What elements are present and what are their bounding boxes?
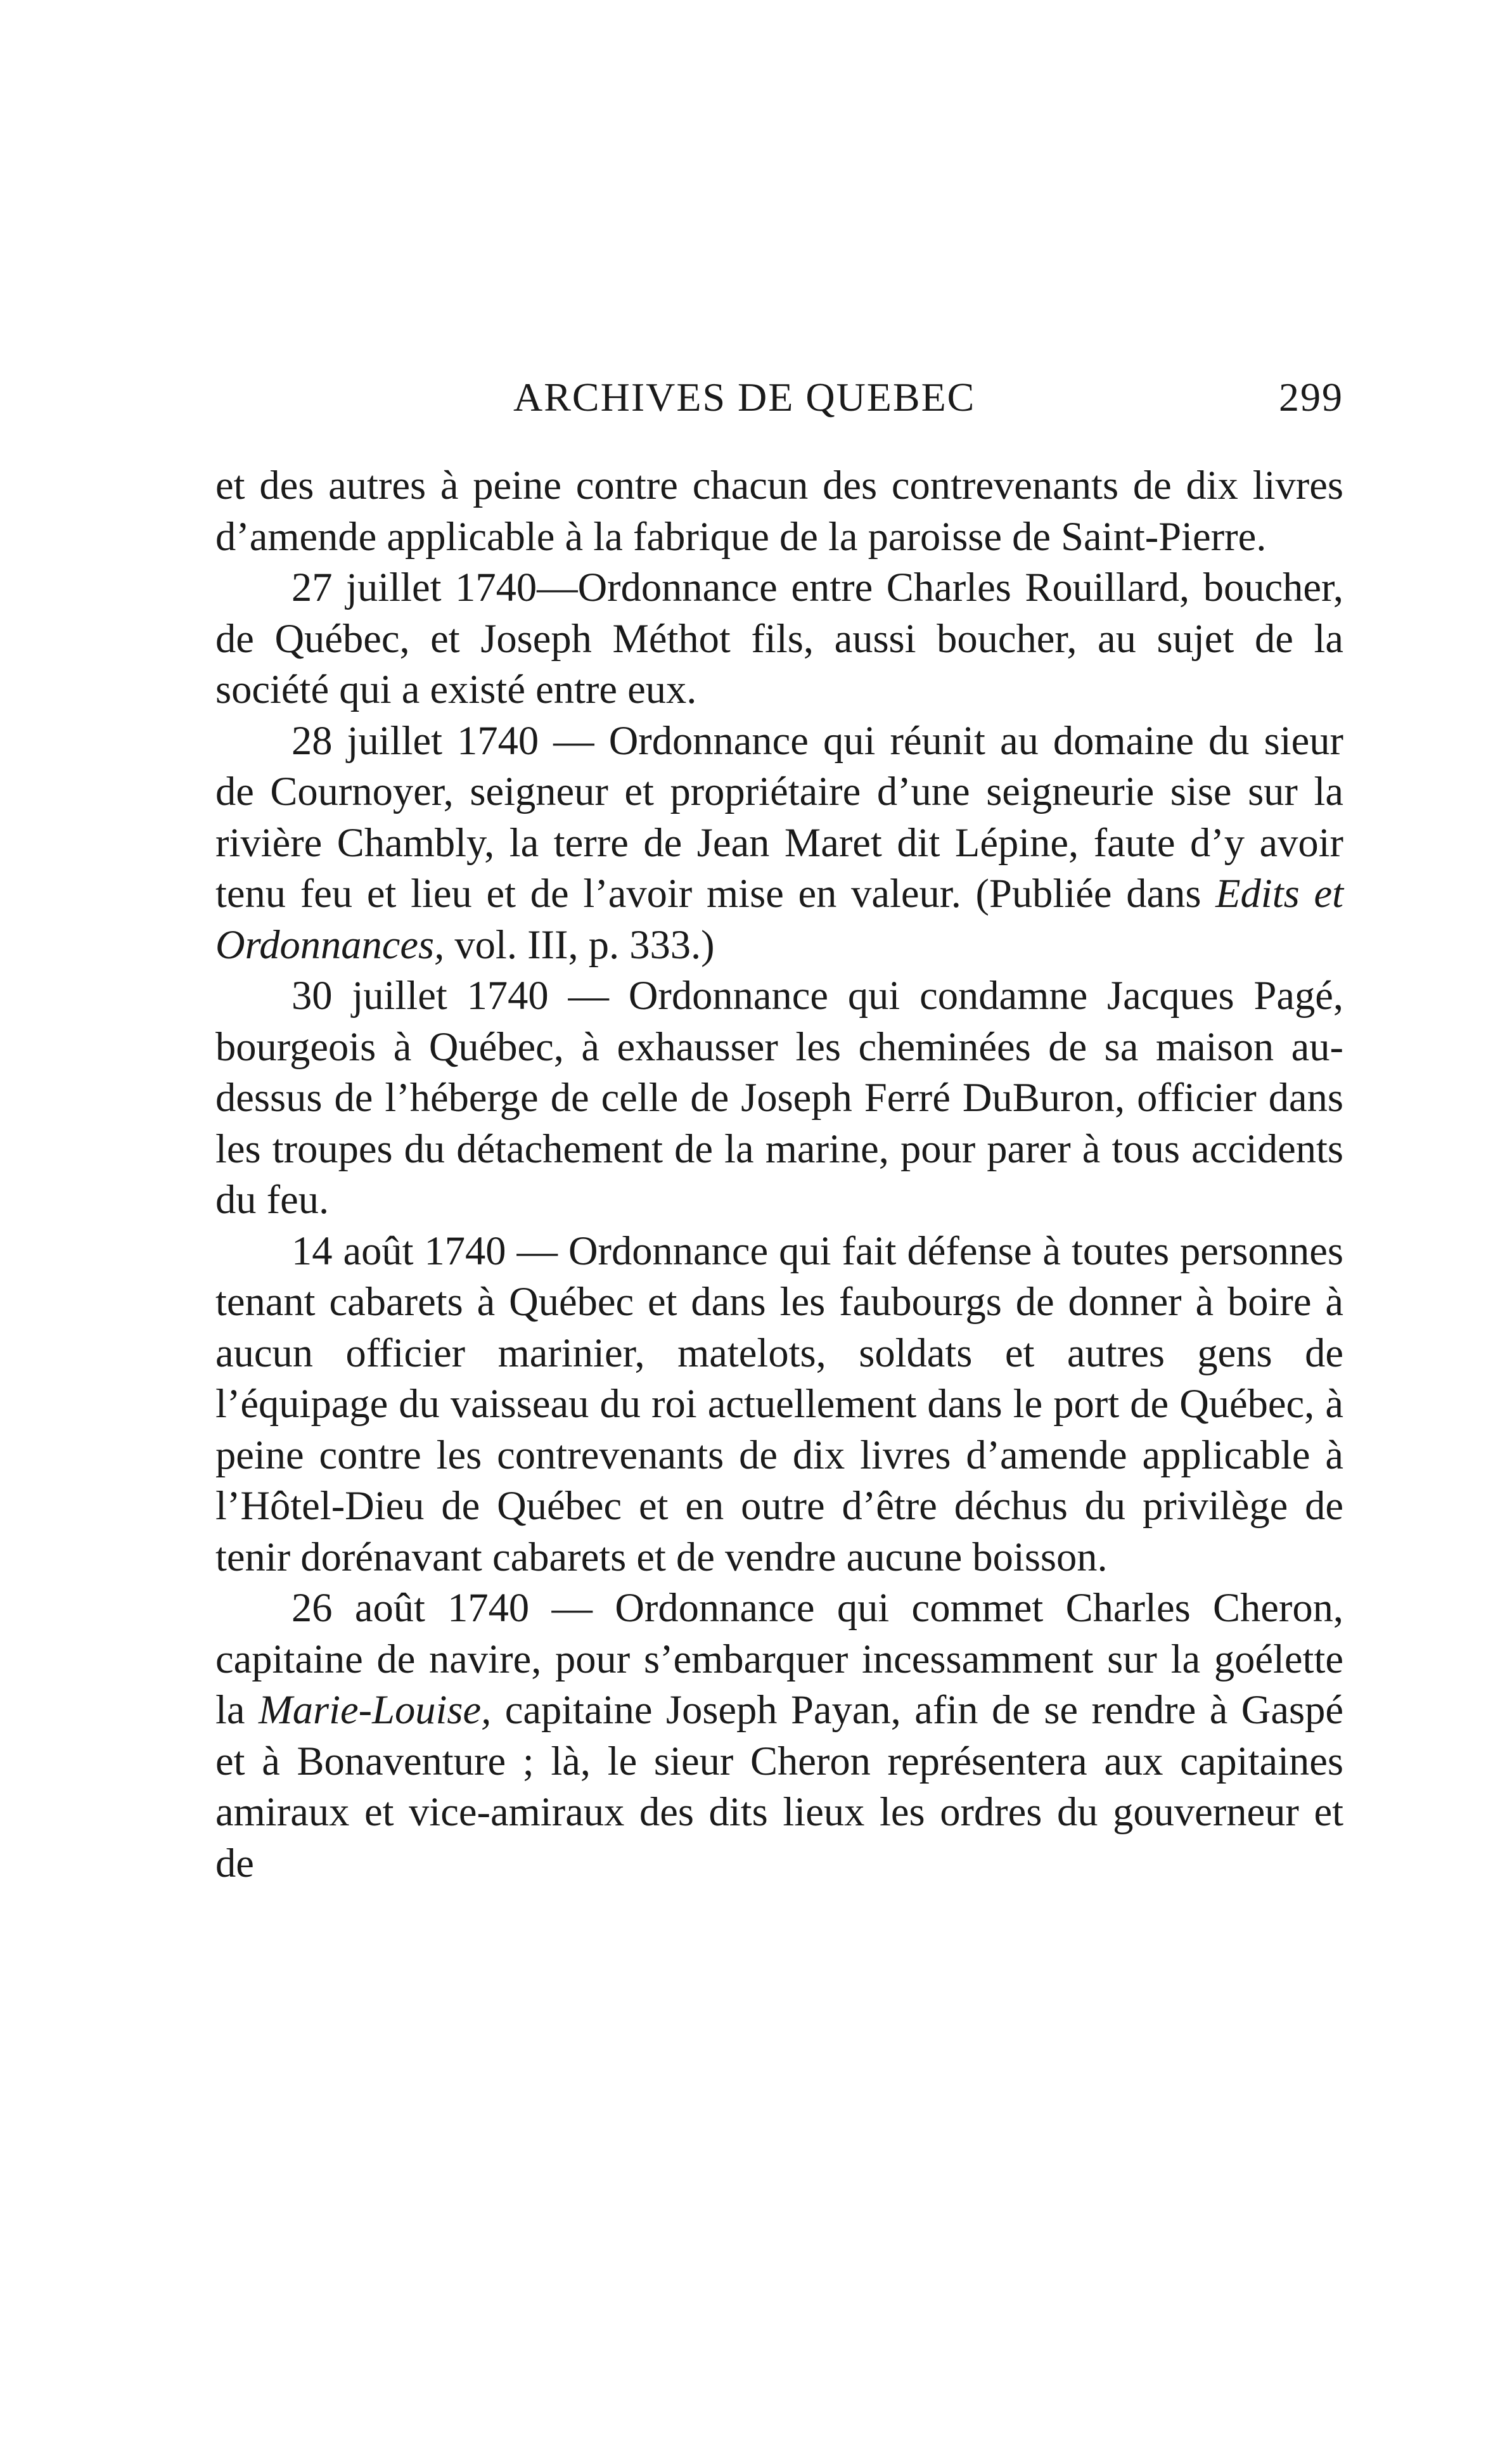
book-page <box>215 374 1343 1889</box>
entry-text: 28 juillet 1740 — Ordonnance qui réunit au domaine du sieur de Cournoyer, seigneur et propriétaire d’une seigneurie sise sur la rivière Chambly, la terre de Jean Maret dit Lépine, faute d’y avoir tenu feu et lieu et de l’avoir mise en valeur. (Publiée dans <box>215 717 1343 916</box>
entry-text: 26 août 1740 — Ordonnance qui commet Charles Cheron, capitaine de navire, pour s’embarquer incessamment sur la goélette la <box>215 1585 1343 1732</box>
italic-title: Edits et Ordonnances, <box>215 871 1344 967</box>
paragraph-entry-14-aout: 14 août 1740 — Ordonnance qui fait défense à toutes personnes tenant cabarets à Québec et dans les faubourgs de donner à boire à aucun officier marinier, matelots, soldats et autres gens de l’équipage du vaisseau du roi actuellement dans le port de Québec, à peine contre les contrevenants de dix livres d’amende applicable à l’Hôtel-Dieu de Québec et en outre d’être déchus du privilège de tenir dorénavant cabarets et de vendre aucune boisson. <box>215 1228 1343 1579</box>
entry-text-end: vol. III, p. 333.) <box>444 922 715 967</box>
paragraph-entry-30-juillet: 30 juillet 1740 — Ordonnance qui condamne Jacques Pagé, bourgeois à Québec, à exhausser les cheminées de sa maison au-dessus de l’héberge de celle de Joseph Ferré DuBuron, officier dans les troupes du détachement de la marine, pour parer à tous accidents du feu. <box>215 973 1343 1222</box>
entry-text-end: capitaine Joseph Payan, afin de se rendre à Gaspé et à Bonaventure ; là, le sieur Cheron représentera aux capitaines amiraux et vice-amiraux des dits lieux les ordres du gouverneur et de <box>215 1687 1343 1886</box>
running-title: ARCHIVES DE QUEBEC <box>513 375 976 420</box>
paragraph-continuation: et des autres à peine contre chacun des contrevenants de dix livres d’amende applicable à la fabrique de la paroisse de Saint-Pierre. <box>215 463 1343 559</box>
body-text <box>215 460 1343 1889</box>
italic-ship-name: Marie-Louise, <box>259 1687 492 1732</box>
page-number: 299 <box>1279 375 1343 420</box>
running-head <box>215 374 1343 431</box>
paragraph-entry-27-juillet: 27 juillet 1740—Ordonnance entre Charles Rouillard, boucher, de Québec, et Joseph Méthot fils, aussi boucher, au sujet de la société qui a existé entre eux. <box>215 565 1343 712</box>
paragraph-entry-28-juillet <box>215 716 1343 971</box>
paragraph-entry-26-aout <box>215 1583 1343 1889</box>
